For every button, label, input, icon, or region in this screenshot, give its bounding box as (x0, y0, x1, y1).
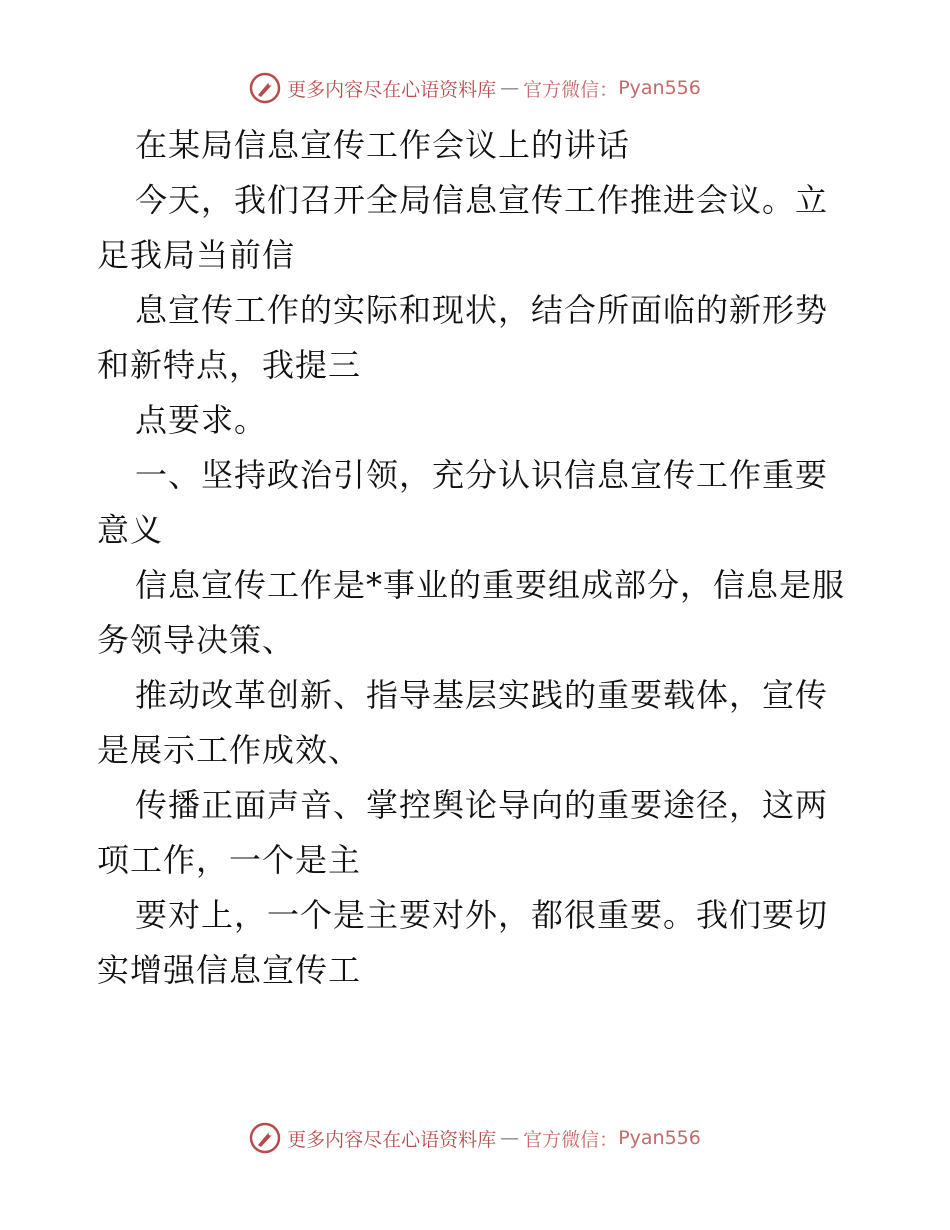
watermark-banner-top (0, 72, 950, 104)
paragraph: 传播正面声音、掌控舆论导向的重要途径，这两项工作，一个是主 (97, 786, 829, 879)
paragraph: 推动改革创新、指导基层实践的重要载体，宣传是展示工作成效、 (97, 676, 829, 769)
paragraph: 点要求。 (135, 401, 268, 439)
document-title: 在某局信息宣传工作会议上的讲话 (135, 126, 631, 164)
pen-logo-icon (249, 72, 281, 104)
document-body (97, 118, 857, 998)
watermark-wechat-label: 官方微信： (523, 78, 619, 101)
section-heading: 一、坚持政治引领，充分认识信息宣传工作重要意义 (97, 456, 829, 549)
pen-logo-icon (249, 1122, 281, 1154)
watermark-wechat-label: 官方微信： (523, 1128, 619, 1151)
paragraph: 息宣传工作的实际和现状，结合所面临的新形势和新特点，我提三 (97, 291, 829, 384)
watermark-separator: — (500, 1127, 520, 1149)
paragraph: 要对上，一个是主要对外，都很重要。我们要切实增强信息宣传工 (97, 896, 829, 989)
watermark-wechat-id: Pyan556 (618, 77, 701, 99)
watermark-banner-bottom (0, 1122, 950, 1154)
watermark-wechat-id: Pyan556 (618, 1127, 701, 1149)
watermark-site-text: 更多内容尽在心语资料库 (287, 78, 497, 101)
paragraph: 今天，我们召开全局信息宣传工作推进会议。立足我局当前信 (97, 181, 829, 274)
watermark-site-text: 更多内容尽在心语资料库 (287, 1128, 497, 1151)
watermark-separator: — (500, 77, 520, 99)
paragraph: 信息宣传工作是*事业的重要组成部分，信息是服务领导决策、 (97, 566, 846, 659)
